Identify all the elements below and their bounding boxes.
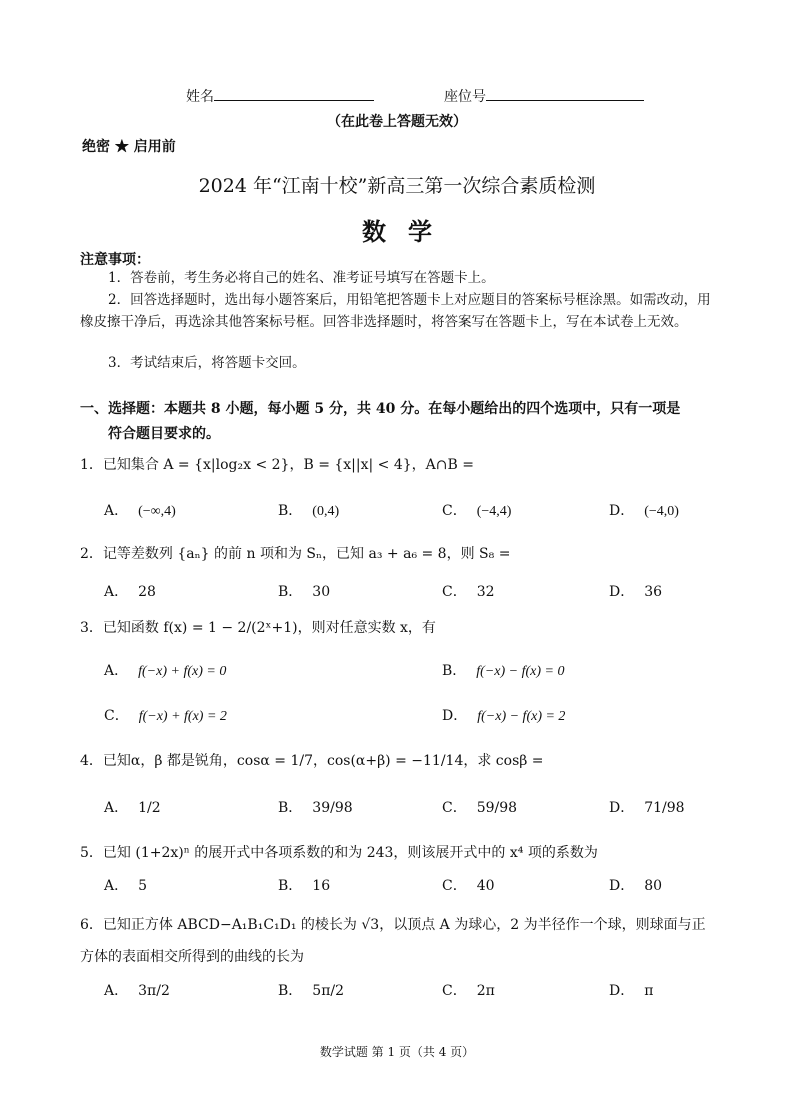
note-item-1: 1．答卷前，考生务必将自己的姓名、准考证号填写在答题卡上。	[108, 270, 495, 286]
section-heading-line1: 一、选择题：本题共 8 小题，每小题 5 分，共 40 分。在每小题给出的四个选项中，只有一项是	[80, 401, 681, 417]
invalid-note: （在此卷上答题无效）	[327, 114, 467, 130]
notes-heading: 注意事项：	[80, 252, 150, 268]
q3-option-a: A． f(−x) + f(x) = 0	[104, 663, 227, 679]
q4-option-c: C． 59/98	[442, 800, 518, 816]
name-field	[186, 86, 374, 106]
question-number: 2．	[80, 546, 103, 562]
q6-option-a: A． 3π/2	[104, 983, 170, 999]
q2-option-b: B． 30	[278, 584, 331, 600]
q3-option-b: B． f(−x) − f(x) = 0	[442, 663, 565, 679]
q5-option-b: B． 16	[278, 878, 331, 894]
q6-option-c: C． 2π	[442, 983, 495, 999]
question-text: 已知α，β 都是锐角，cosα = 1/7，cos(α+β) = −11/14，求 cosβ =	[102, 753, 544, 769]
question-4-stem	[80, 750, 544, 770]
q5-option-c: C． 40	[442, 878, 495, 894]
q4-option-d: D． 71/98	[609, 800, 685, 816]
question-number: 4．	[80, 753, 103, 769]
q4-option-b: B． 39/98	[278, 800, 353, 816]
q1-option-d: D． (−4,0)	[609, 503, 679, 519]
question-1-stem	[80, 454, 474, 474]
question-number: 5．	[80, 845, 103, 861]
q2-option-c: C． 32	[442, 584, 495, 600]
q5-option-a: A． 5	[104, 878, 148, 894]
exam-title: 2024 年“江南十校”新高三第一次综合素质检测	[198, 175, 596, 197]
q1-option-a: A． (−∞,4)	[104, 503, 176, 519]
q6-option-b: B． 5π/2	[278, 983, 345, 999]
question-2-stem	[80, 543, 510, 563]
question-text: 已知 (1+2x)ⁿ 的展开式中各项系数的和为 243，则该展开式中的 x⁴ 项的系数为	[102, 845, 598, 861]
secret-label: 绝密 ★ 启用前	[82, 139, 176, 155]
question-6-stem	[80, 909, 716, 973]
section-heading-line2: 符合题目要求的。	[108, 426, 220, 442]
question-number: 3．	[80, 620, 103, 636]
question-text: 已知正方体 ABCD−A₁B₁C₁D₁ 的棱长为 √3，以顶点 A 为球心，2 为半径作一个球，则球面与正方体的表面相交所得到的曲线的长为	[80, 917, 706, 965]
q6-option-d: D． π	[609, 983, 654, 999]
subject-title: 数学	[362, 217, 454, 246]
name-label: 姓名	[186, 89, 214, 105]
question-number: 1．	[80, 457, 103, 473]
question-number: 6．	[80, 917, 103, 933]
seat-blank	[486, 86, 644, 101]
q3-option-c: C． f(−x) + f(x) = 2	[104, 708, 227, 724]
question-5-stem	[80, 842, 598, 862]
note-item-2: 2．回答选择题时，选出每小题答案后，用铅笔把答题卡上对应题目的答案标号框涂黑。如需改动，用橡皮擦干净后，再选涂其他答案标号框。回答非选择题时，将答案写在答题卡上，写在本试卷上无效。	[80, 292, 711, 330]
q4-option-a: A． 1/2	[104, 800, 161, 816]
q3-option-d: D． f(−x) − f(x) = 2	[442, 708, 566, 724]
question-text: 已知集合 A = {x|log₂x < 2}，B = {x||x| < 4}，A∩B =	[102, 457, 474, 473]
question-text: 已知函数 f(x) = 1 − 2/(2ˣ+1)，则对任意实数 x，有	[102, 620, 436, 636]
question-text: 记等差数列 {aₙ} 的前 n 项和为 Sₙ，已知 a₃ + a₆ = 8，则 S₈ =	[102, 546, 511, 562]
note-item-3: 3．考试结束后，将答题卡交回。	[108, 355, 306, 371]
q2-option-a: A． 28	[104, 584, 156, 600]
page-footer: 数学试题 第 1 页（共 4 页）	[319, 1045, 475, 1059]
question-3-stem	[80, 617, 436, 637]
seat-label: 座位号	[444, 89, 486, 105]
q5-option-d: D． 80	[609, 878, 663, 894]
name-blank	[214, 86, 374, 101]
q1-option-b: B． (0,4)	[278, 503, 340, 519]
seat-field	[444, 86, 644, 106]
q1-option-c: C． (−4,4)	[442, 503, 512, 519]
q2-option-d: D． 36	[609, 584, 663, 600]
